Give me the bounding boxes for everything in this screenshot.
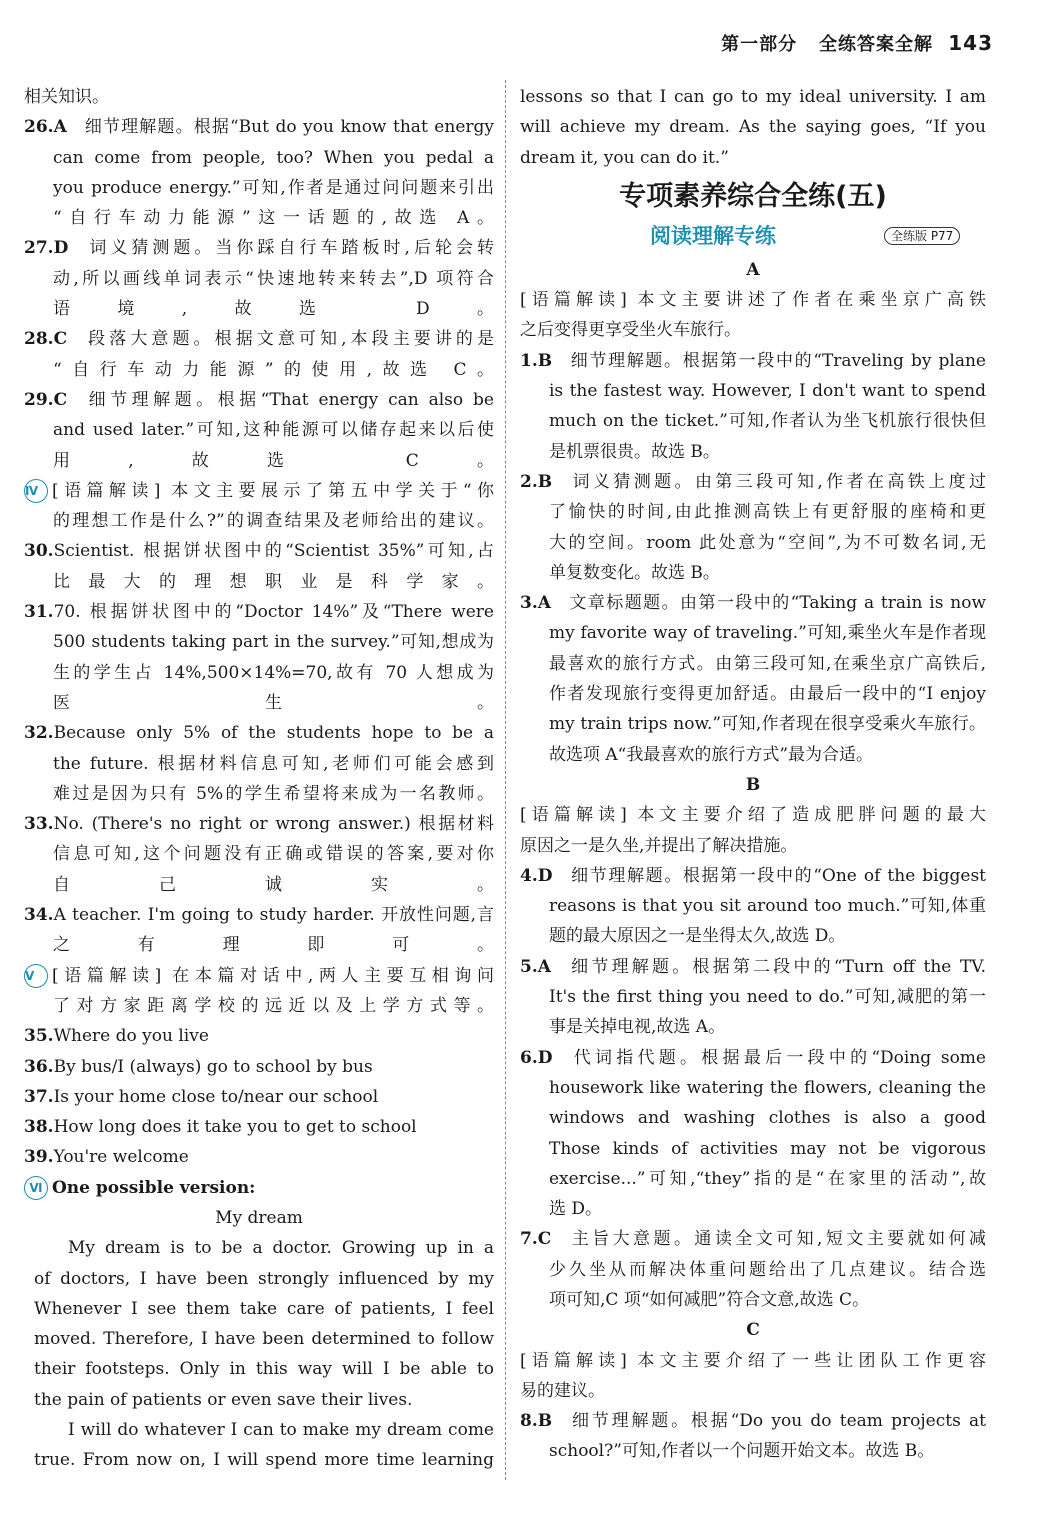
essay-line: lessons so that I can go to my ideal university. I am xyxy=(520,87,986,107)
text-line: is the fastest way. However, I don't want to spend xyxy=(549,381,986,402)
section-marker-line xyxy=(24,961,494,991)
answer-text: 细节理解题。根据第一段中的“One of the biggest xyxy=(552,865,986,886)
page-number: 143 xyxy=(948,31,993,55)
text-line: 难过是因为只有 5%的学生希望将来成为一名教师。 xyxy=(53,783,494,804)
text-line: 了对方家距离学校的远近以及上学方式等。 xyxy=(53,995,494,1016)
question-number: 35. xyxy=(24,1026,54,1047)
essay-line: Whenever I see them take care of patients, I feel xyxy=(34,1298,494,1319)
question-number: 8.B xyxy=(520,1411,553,1432)
text-line: 是机票很贵。故选 B。 xyxy=(549,441,720,462)
passage-label: A xyxy=(746,259,760,280)
answer-text: 细节理解题。根据第一段中的“Traveling by plane xyxy=(552,350,986,371)
essay-line: will achieve my dream. As the saying goes, “If you xyxy=(520,117,986,138)
text-line: “自行车动力能源”这一话题的,故选 A。 xyxy=(53,208,494,229)
text-line: 少久坐从而解决体重问题给出了几点建议。结合选 xyxy=(549,1259,986,1280)
roman-badge: Ⅴ xyxy=(24,964,48,988)
answer-line xyxy=(520,1224,986,1254)
section-title: 专项素养综合全练(五) xyxy=(619,180,887,212)
page-header xyxy=(721,30,993,56)
passage-answers xyxy=(520,285,986,770)
essay-line: the pain of patients or even save their lives. xyxy=(34,1389,413,1410)
essay-line: their footsteps. Only in this way will I be able to xyxy=(34,1359,494,1380)
question-number: 27.D xyxy=(24,238,69,259)
text-line: 了愉快的时间,由此推测高铁上有更舒服的座椅和更 xyxy=(549,502,986,523)
essay-line: My dream is to be a doctor. Growing up in a xyxy=(68,1238,494,1259)
text-line: 动,所以画线单词表示“快速地转来转去”,D 项符合 xyxy=(53,268,494,289)
roman-badge: Ⅵ xyxy=(24,1176,48,1200)
marker-text: One possible version: xyxy=(52,1177,256,1198)
section-marker-line xyxy=(24,476,494,506)
right-column xyxy=(520,82,986,1467)
text-line: 题的最大原因之一是坐得太久,故选 D。 xyxy=(549,926,846,947)
text-line: 之后变得更享受坐火车旅行。 xyxy=(520,320,741,341)
answer-text: 细节理解题。根据“But do you know that energy xyxy=(66,117,494,138)
text-line: school?”可知,作者以一个问题开始文本。故选 B。 xyxy=(549,1441,935,1462)
question-number: 7.C xyxy=(520,1229,552,1250)
question-number: 32. xyxy=(24,723,54,744)
text-line: 故选项 A“我最喜欢的旅行方式”最为合适。 xyxy=(549,744,874,765)
reading-answers xyxy=(520,255,986,1467)
question-number: 29.C xyxy=(24,389,68,410)
text-line: and used later.”可知,这种能源可以储存起来以后使 xyxy=(53,420,494,441)
text-line: 相关知识。 xyxy=(24,87,109,107)
roman-badge: Ⅳ xyxy=(24,479,48,503)
text-line: housework like watering the flowers, cleaning the xyxy=(549,1077,986,1098)
answer-text: 细节理解题。根据“Do you do team projects at xyxy=(552,1411,986,1432)
essay-line: true. From now on, I will spend more time learning xyxy=(34,1450,494,1471)
answer-line xyxy=(24,1112,494,1142)
text-line: 原因之一是久坐,并提出了解决措施。 xyxy=(520,835,798,856)
text-line: 语境,故选 D。 xyxy=(53,299,494,320)
question-number: 4.D xyxy=(520,865,553,886)
answer-text: 主旨大意题。通读全文可知,短文主要就如何减 xyxy=(551,1229,986,1250)
essay-line: I will do whatever I can to make my dream come xyxy=(68,1420,494,1441)
text-line: the future. 根据材料信息可知,老师们可能会感到 xyxy=(53,753,494,774)
text-line: 事是关掉电视,故选 A。 xyxy=(549,1017,726,1038)
answer-line xyxy=(520,1043,986,1073)
essay-title: My dream xyxy=(215,1207,303,1228)
question-number: 1.B xyxy=(520,350,553,371)
answer-text: Is your home close to/near our school xyxy=(53,1086,379,1107)
passage-answers xyxy=(520,1346,986,1467)
text-line: 生的学生占 14%,500×14%=70,故有 70 人想成为 xyxy=(53,662,494,683)
text-line: “自行车动力能源”的使用,故选 C。 xyxy=(53,359,494,380)
text-line: 大的空间。room 此处意为“空间”,为不可数名词,无 xyxy=(549,532,986,553)
answer-line xyxy=(520,467,986,497)
question-number: 39. xyxy=(24,1147,54,1168)
text-line: 项可知,C 项“如何减肥”符合文意,故选 C。 xyxy=(549,1289,870,1310)
answer-line xyxy=(24,1021,494,1051)
text-line: you produce energy.”可知,作者是通过问问题来引出 xyxy=(53,177,494,198)
question-number: 33. xyxy=(24,814,54,835)
text-line: my train trips now.”可知,作者现在很享受乘火车旅行。 xyxy=(549,714,986,735)
text-line: 用,故选 C。 xyxy=(53,450,494,471)
text-line: 易的建议。 xyxy=(520,1380,605,1401)
answer-line xyxy=(24,718,494,748)
question-number: 30. xyxy=(24,541,54,562)
answer-text: Where do you live xyxy=(53,1026,209,1047)
text-line: 医生。 xyxy=(53,692,494,713)
answer-line xyxy=(24,385,494,415)
essay-line: moved. Therefore, I have been determined to follow xyxy=(34,1329,494,1350)
passage-label: C xyxy=(746,1320,760,1341)
text-line: 比最大的理想职业是科学家。 xyxy=(53,571,494,592)
subsection-title: 阅读理解专练 xyxy=(650,223,776,248)
essay-continuation xyxy=(520,82,986,173)
question-number: 28.C xyxy=(24,329,68,350)
answer-line xyxy=(24,324,494,354)
header-title: 全练答案全解 xyxy=(818,34,933,55)
text-line: 选 D。 xyxy=(549,1199,603,1220)
answer-line xyxy=(520,1406,986,1436)
question-number: 34. xyxy=(24,905,54,926)
question-number: 2.B xyxy=(520,471,553,492)
answer-text: 细节理解题。根据“That energy can also be xyxy=(84,389,494,410)
answer-text: Scientist. 根据饼状图中的“Scientist 35%”可知,占 xyxy=(53,541,494,562)
question-number: 6.D xyxy=(520,1047,553,1068)
text-line: can come from people, too? When you pedal a xyxy=(53,147,494,168)
answer-text: Because only 5% of the students hope to be a xyxy=(53,723,494,744)
text-line: exercise...”可知,“they”指的是“在家里的活动”,故 xyxy=(549,1168,986,1189)
marker-text: [语篇解读] 本文主要展示了第五中学关于“你 xyxy=(52,480,494,501)
question-number: 3.A xyxy=(520,593,551,614)
answer-line xyxy=(24,1142,494,1172)
text-line: my favorite way of traveling.”可知,乘坐火车是作者现 xyxy=(549,623,986,644)
text-line: reasons is that you sit around too much.”可知,体重 xyxy=(549,896,986,917)
answer-text: 文章标题题。由第一段中的“Taking a train is now xyxy=(550,593,986,614)
left-answers xyxy=(24,82,494,1203)
answer-line xyxy=(24,112,494,142)
question-number: 38. xyxy=(24,1117,54,1138)
column-divider xyxy=(505,80,506,1480)
section-marker-line xyxy=(24,1173,494,1203)
essay-line: of doctors, I have been strongly influenced by my xyxy=(34,1268,494,1289)
passage-answers xyxy=(520,800,986,1315)
text-line: It's the first thing you need to do.”可知,减肥的第一 xyxy=(549,987,986,1008)
text-line: 之有理即可。 xyxy=(53,935,494,956)
text-line: 的理想工作是什么?”的调查结果及老师给出的建议。 xyxy=(53,511,494,532)
text-line: 最喜欢的旅行方式。由第三段可知,在乘坐京广高铁后, xyxy=(549,653,986,674)
header-section: 第一部分 xyxy=(721,34,798,55)
answer-text: 段落大意题。根据文意可知,本段主要讲的是 xyxy=(67,329,494,350)
answer-line xyxy=(24,1052,494,1082)
answer-text: By bus/I (always) go to school by bus xyxy=(53,1056,373,1077)
answer-text: 细节理解题。根据第二段中的“Turn off the TV. xyxy=(550,956,986,977)
text-line: windows and washing clothes is also a good xyxy=(549,1108,986,1129)
subsection-tag: 全练版 P77 xyxy=(884,227,960,245)
left-column xyxy=(24,82,494,1476)
answer-line xyxy=(520,861,986,891)
answer-text: How long does it take you to get to school xyxy=(53,1117,417,1138)
text-line: [语篇解读] 本文主要讲述了作者在乘坐京广高铁 xyxy=(520,290,986,311)
marker-text: [语篇解读] 在本篇对话中,两人主要互相询问 xyxy=(52,965,494,986)
answer-line xyxy=(24,1082,494,1112)
answer-line xyxy=(24,233,494,263)
text-line: [语篇解读] 本文主要介绍了造成肥胖问题的最大 xyxy=(520,805,986,826)
answer-text: You're welcome xyxy=(53,1147,189,1168)
text-line: much on the ticket.”可知,作者认为坐飞机旅行很快但 xyxy=(549,411,986,432)
answer-line xyxy=(24,809,494,839)
answer-line xyxy=(24,597,494,627)
answer-line xyxy=(24,536,494,566)
answer-text: No. (There's no right or wrong answer.) 根据材料 xyxy=(53,814,494,835)
answer-line xyxy=(520,952,986,982)
essay-body xyxy=(24,1233,494,1475)
question-number: 31. xyxy=(24,602,54,623)
question-number: 37. xyxy=(24,1086,54,1107)
essay-line: dream it, you can do it.” xyxy=(520,147,729,168)
answer-text: 词义猜测题。由第三段可知,作者在高铁上度过 xyxy=(552,471,986,492)
answer-line xyxy=(520,588,986,618)
text-line: Those kinds of activities may not be vigorous xyxy=(549,1138,986,1159)
answer-line xyxy=(520,346,986,376)
answer-line xyxy=(24,900,494,930)
question-number: 26.A xyxy=(24,117,67,138)
question-number: 36. xyxy=(24,1056,54,1077)
answer-text: A teacher. I'm going to study harder. 开放性问题,言 xyxy=(53,905,494,926)
text-line: 信息可知,这个问题没有正确或错误的答案,要对你 xyxy=(53,844,494,865)
answer-text: 词义猜测题。当你踩自行车踏板时,后轮会转 xyxy=(68,238,494,259)
text-line: 500 students taking part in the survey.”可知,想成为 xyxy=(53,632,494,653)
subsection-header xyxy=(520,219,986,255)
text-line: [语篇解读] 本文主要介绍了一些让团队工作更容 xyxy=(520,1350,986,1371)
answer-text: 代词指代题。根据最后一段中的“Doing some xyxy=(552,1047,986,1068)
answer-text: 70. 根据饼状图中的“Doctor 14%”及“There were xyxy=(53,602,494,623)
text-line: 单复数变化。故选 B。 xyxy=(549,562,720,583)
text-line: 作者发现旅行变得更加舒适。由最后一段中的“I enjoy xyxy=(549,684,986,705)
text-line: 自己诚实。 xyxy=(53,874,494,895)
question-number: 5.A xyxy=(520,956,551,977)
passage-label: B xyxy=(745,774,761,795)
